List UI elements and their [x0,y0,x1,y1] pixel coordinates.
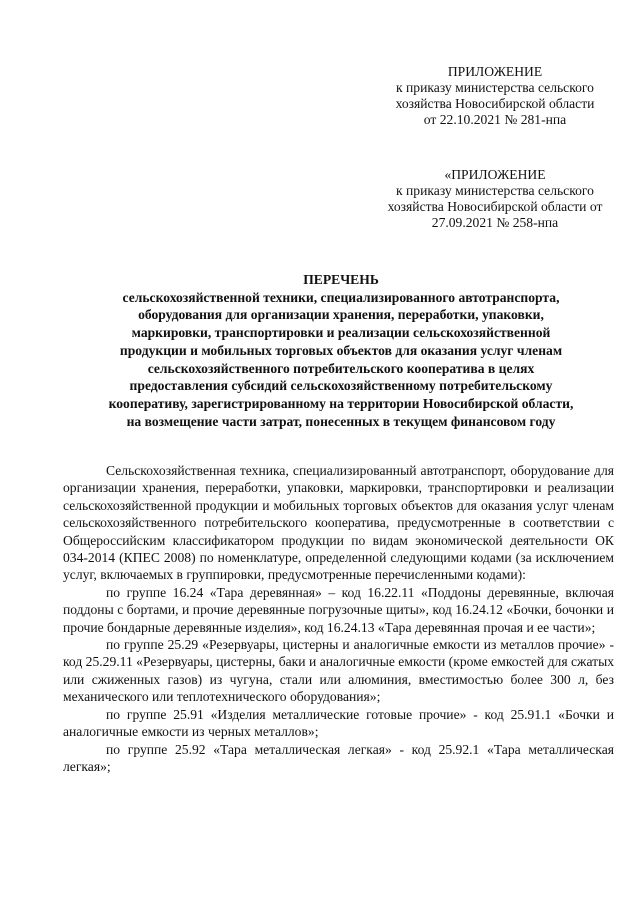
appendix-header-line: хозяйства Новосибирской области от [387,199,603,214]
appendix-header-line: к приказу министерства сельского [396,183,594,198]
title-line: на возмещение части затрат, понесенных в текущем финансовом году [126,413,556,429]
appendix-header-line: к приказу министерства сельского [396,80,594,95]
list-item: по группе 16.24 «Тара деревянная» – код 16.22.11 «Поддоны деревянные, включая поддоны с бортами, и прочие деревянные погрузочные щиты», код 16.24.12 «Бочки, бочонки и прочие бондарные деревянные изделия», код 16.24.13 «Тара деревянная прочая и ее части»; [63,584,614,635]
title-heading: ПЕРЕЧЕНЬ [303,272,379,287]
appendix-header-line: «ПРИЛОЖЕНИЕ [444,167,546,182]
title-line: предоставления субсидий сельскохозяйственному потребительскому [129,378,553,394]
list-item: по группе 25.29 «Резервуары, цистерны и аналогичные емкости из металлов прочие» - код 25.29.11 «Резервуары, цистерны, баки и аналогичные емкости (кроме емкостей для сжатых или сжиженных газов) из чугуна, стали или алюминия, вместимостью более 300 л, без механического или теплотехнического оборудования»; [63,637,614,705]
appendix-header-line: 27.09.2021 № 258-нпа [431,215,559,230]
document-title [60,271,622,430]
list-item: по группе 25.91 «Изделия металлические готовые прочие» - код 25.91.1 «Бочки и аналогичные емкости из черных металлов»; [63,706,614,740]
list-item: по группе 25.92 «Тара металлическая легкая» - код 25.92.1 «Тара металлическая легкая»; [63,741,614,774]
title-line: маркировки, транспортировки и реализации сельскохозяйственной [131,325,551,341]
appendix-header-original [360,167,630,231]
appendix-header-line: от 22.10.2021 № 281-нпа [423,112,567,127]
title-line: кооперативу, зарегистрированному на территории Новосибирской области, [108,395,574,411]
title-line: сельскохозяйственного потребительского кооператива в целях [147,360,535,376]
appendix-header-line: ПРИЛОЖЕНИЕ [447,64,543,79]
title-line: продукции и мобильных торговых объектов для оказания услуг членам [119,342,563,358]
document-body [63,462,614,775]
title-line: сельскохозяйственной техники, специализированного автотранспорта, [122,289,560,305]
title-line: оборудования для организации хранения, переработки, упаковки, [138,307,544,323]
appendix-header-line: хозяйства Новосибирской области [395,96,595,111]
intro-paragraph: Сельскохозяйственная техника, специализированный автотранспорт, оборудование для организации хранения, переработки, упаковки, маркировки, транспортировки и реализации сельскохозяйственной продукции и мобильных торговых объектов для оказания услуг членам сельскохозяйственного потребительского кооператива, предусмотренные в соответствии с Общероссийским классификатором продукции по видам экономической деятельности ОК 034-2014 (КПЕС 2008) по номенклатуре, определенной следующими кодами (за исключением услуг, включаемых в группировки, предусмотренные перечисленными кодами): [63,463,614,583]
appendix-header-current [380,64,610,128]
